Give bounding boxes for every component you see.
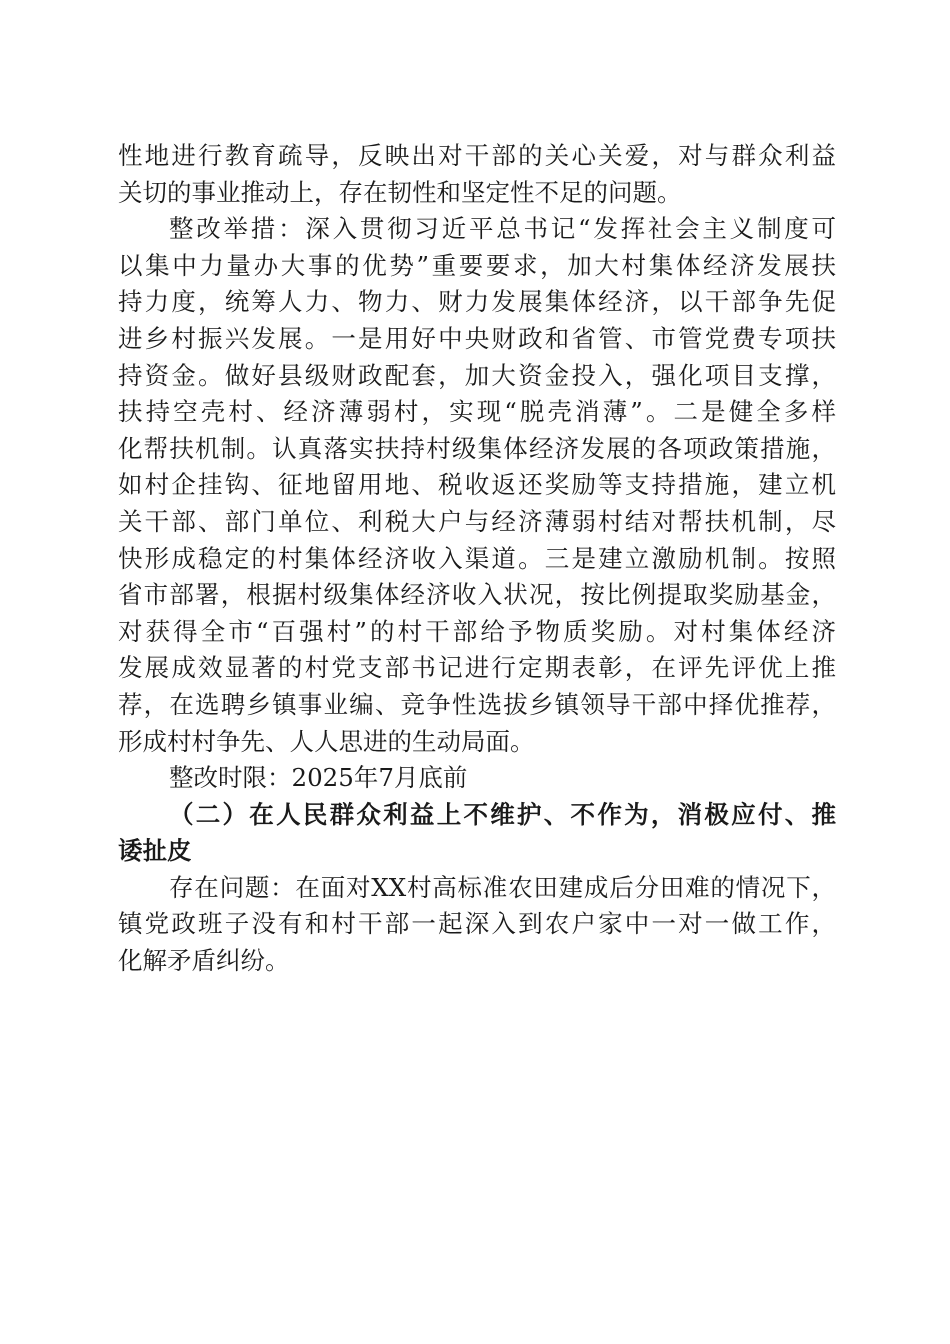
text-line: 进乡村振兴发展。一是用好中央财政和省管、市管党费专项扶 xyxy=(118,323,836,353)
text-line: 快形成稳定的村集体经济收入渠道。三是建立激励机制。按照 xyxy=(118,543,836,573)
text-line: 荐，在选聘乡镇事业编、竞争性选拔乡镇领导干部中择优推荐， xyxy=(118,689,836,719)
text-line: 化帮扶机制。认真落实扶持村级集体经济发展的各项政策措施， xyxy=(118,433,836,463)
text-line: 扶持空壳村、经济薄弱村，实现“脱壳消薄”。二是健全多样 xyxy=(118,397,836,427)
text-line: 化解矛盾纠纷。 xyxy=(118,946,290,976)
text-line: 存在问题：在面对XX村高标准农田建成后分田难的情况下， xyxy=(169,872,836,902)
text-line: 形成村村争先、人人思进的生动局面。 xyxy=(118,726,535,756)
text-line: 以集中力量办大事的优势”重要要求，加大村集体经济发展扶 xyxy=(118,250,836,280)
text-line: 关切的事业推动上，存在韧性和坚定性不足的问题。 xyxy=(118,177,682,207)
section-heading: 诿扯皮 xyxy=(118,836,192,866)
text-line: 持资金。做好县级财政配套，加大资金投入，强化项目支撑， xyxy=(118,360,836,390)
text-line: 整改举措：深入贯彻习近平总书记“发挥社会主义制度可 xyxy=(169,214,836,244)
document-page xyxy=(118,138,836,980)
deadline-line: 整改时限：2025年7月底前 xyxy=(169,763,468,793)
text-line: 关干部、部门单位、利税大户与经济薄弱村结对帮扶机制，尽 xyxy=(118,506,836,536)
text-line: 发展成效显著的村党支部书记进行定期表彰，在评先评优上推 xyxy=(118,653,836,683)
section-heading: （二）在人民群众利益上不维护、不作为，消极应付、推 xyxy=(169,799,836,829)
text-line: 省市部署，根据村级集体经济收入状况，按比例提取奖励基金， xyxy=(118,580,836,610)
text-line: 镇党政班子没有和村干部一起深入到农户家中一对一做工作， xyxy=(118,909,836,939)
text-line: 性地进行教育疏导，反映出对干部的关心关爱，对与群众利益 xyxy=(118,141,836,170)
text-line: 持力度，统筹人力、物力、财力发展集体经济，以干部争先促 xyxy=(118,287,836,317)
text-line: 对获得全市“百强村”的村干部给予物质奖励。对村集体经济 xyxy=(118,616,836,646)
text-line: 如村企挂钩、征地留用地、税收返还奖励等支持措施，建立机 xyxy=(118,470,836,500)
